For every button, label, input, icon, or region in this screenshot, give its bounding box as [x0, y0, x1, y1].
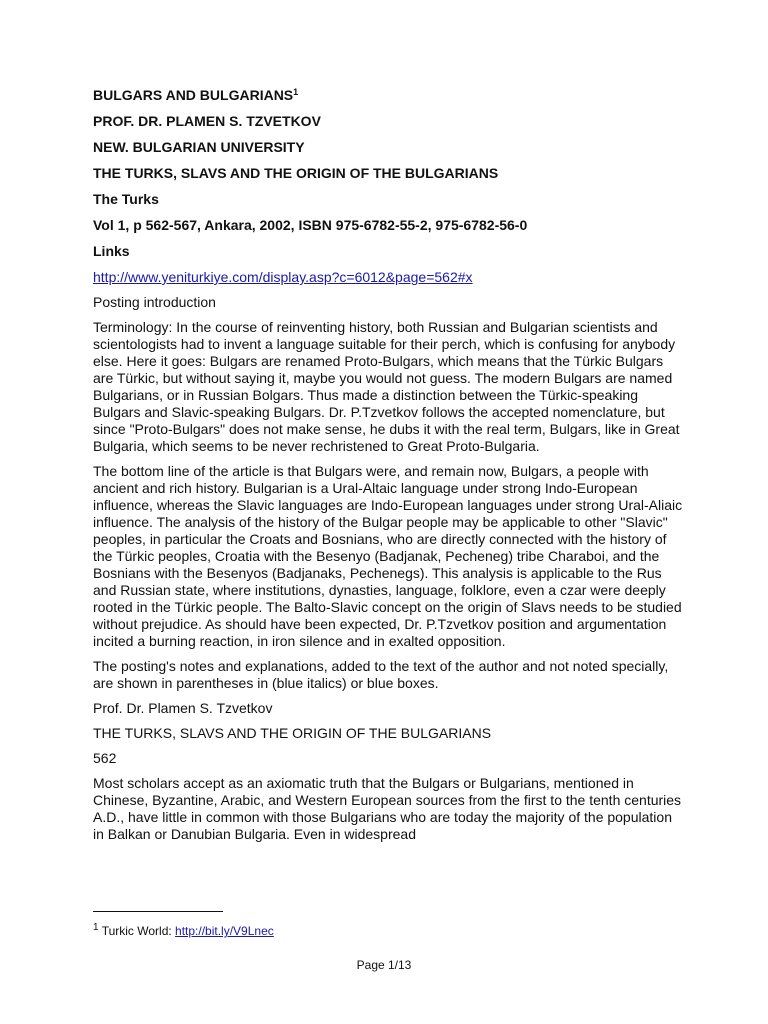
footnote-reference[interactable]: 1 — [293, 87, 299, 97]
footnote — [93, 921, 274, 938]
paragraph-terminology: Terminology: In the course of reinventing history, both Russian and Bulgarian scientists and scientologists had to invent a language suitable for their perch, which is confusing for anybody else. Here it goes: Bulgars are renamed Proto-Bulgars, which means that the Türkic Bulgars are Türkic, but without saying it, maybe you would not guess. The modern Bulgars are named Bulgarians, or in Russian Bolgars. Thus made a distinction between the Türkic-speaking Bulgars and Slavic-speaking Bulgars. Dr. P.Tzvetkov follows the accepted nomenclature, but since "Proto-Bulgars" does not make sense, he dubs it with the real term, Bulgars, like in Great Bulgaria, which seems to be never rechristened to Great Proto-Bulgaria. — [93, 319, 680, 454]
page-number: Page 1/13 — [356, 958, 412, 972]
footnote-divider — [93, 911, 223, 912]
posting-introduction-label: Posting introduction — [93, 294, 216, 310]
citation-heading: Vol 1, p 562-567, Ankara, 2002, ISBN 975-6782-55-2, 975-6782-56-0 — [93, 217, 528, 233]
article-title-line: THE TURKS, SLAVS AND THE ORIGIN OF THE BULGARIANS — [93, 725, 492, 741]
links-heading: Links — [93, 243, 130, 259]
author-line: Prof. Dr. Plamen S. Tzvetkov — [93, 700, 273, 716]
footnote-mark: 1 — [93, 922, 99, 933]
footnote-label: Turkic World: — [101, 924, 176, 938]
article-title-heading: THE TURKS, SLAVS AND THE ORIGIN OF THE BULGARIANS — [93, 165, 499, 181]
page-marker: 562 — [93, 750, 117, 766]
document-page — [93, 86, 683, 851]
paragraph-bottom-line: The bottom line of the article is that Bulgars were, and remain now, Bulgars, a people with ancient and rich history. Bulgarian is a Ural-Altaic language under strong Indo-European influence, whereas the Slavic languages are Indo-European languages under strong Ural-Aliaic influence. The analysis of the history of the Bulgar people may be applicable to other "Slavic" peoples, in particular the Croats and Bosnians, who are directly connected with the history of the Türkic peoples, Croatia with the Besenyo (Badjanak, Pecheneg) tribe Charaboi, and the Bosnians with the Besenyos (Badjanaks, Pechenegs). This analysis is applicable to the Rus and Russian state, where institutions, dynasties, language, folklore, even a czar were deeply rooted in the Türkic people. The Balto-Slavic concept on the origin of Slavs needs to be studied without prejudice. As should have been expected, Dr. P.Tzvetkov position and argumentation incited a burning reaction, in iron silence and in exalted opposition. — [93, 463, 683, 649]
footnote-link[interactable]: http://bit.ly/V9Lnec — [175, 924, 274, 938]
author-heading: PROF. DR. PLAMEN S. TZVETKOV — [93, 113, 321, 129]
institution-heading: NEW. BULGARIAN UNIVERSITY — [93, 139, 305, 155]
source-link[interactable]: http://www.yeniturkiye.com/display.asp?c=6012&page=562#x — [93, 269, 473, 285]
paragraph-scholars: Most scholars accept as an axiomatic truth that the Bulgars or Bulgarians, mentioned in Chinese, Byzantine, Arabic, and Western European sources from the first to the tenth centuries A.D., have little in common with those Bulgarians who are today the majority of the population in Balkan or Danubian Bulgaria. Even in widespread — [93, 775, 682, 842]
document-title: BULGARS AND BULGARIANS$^1$ — [93, 87, 299, 103]
publication-heading: The Turks — [93, 191, 159, 207]
paragraph-notes: The posting's notes and explanations, added to the text of the author and not noted specially, are shown in parentheses in (blue italics) or blue boxes. — [93, 658, 669, 691]
